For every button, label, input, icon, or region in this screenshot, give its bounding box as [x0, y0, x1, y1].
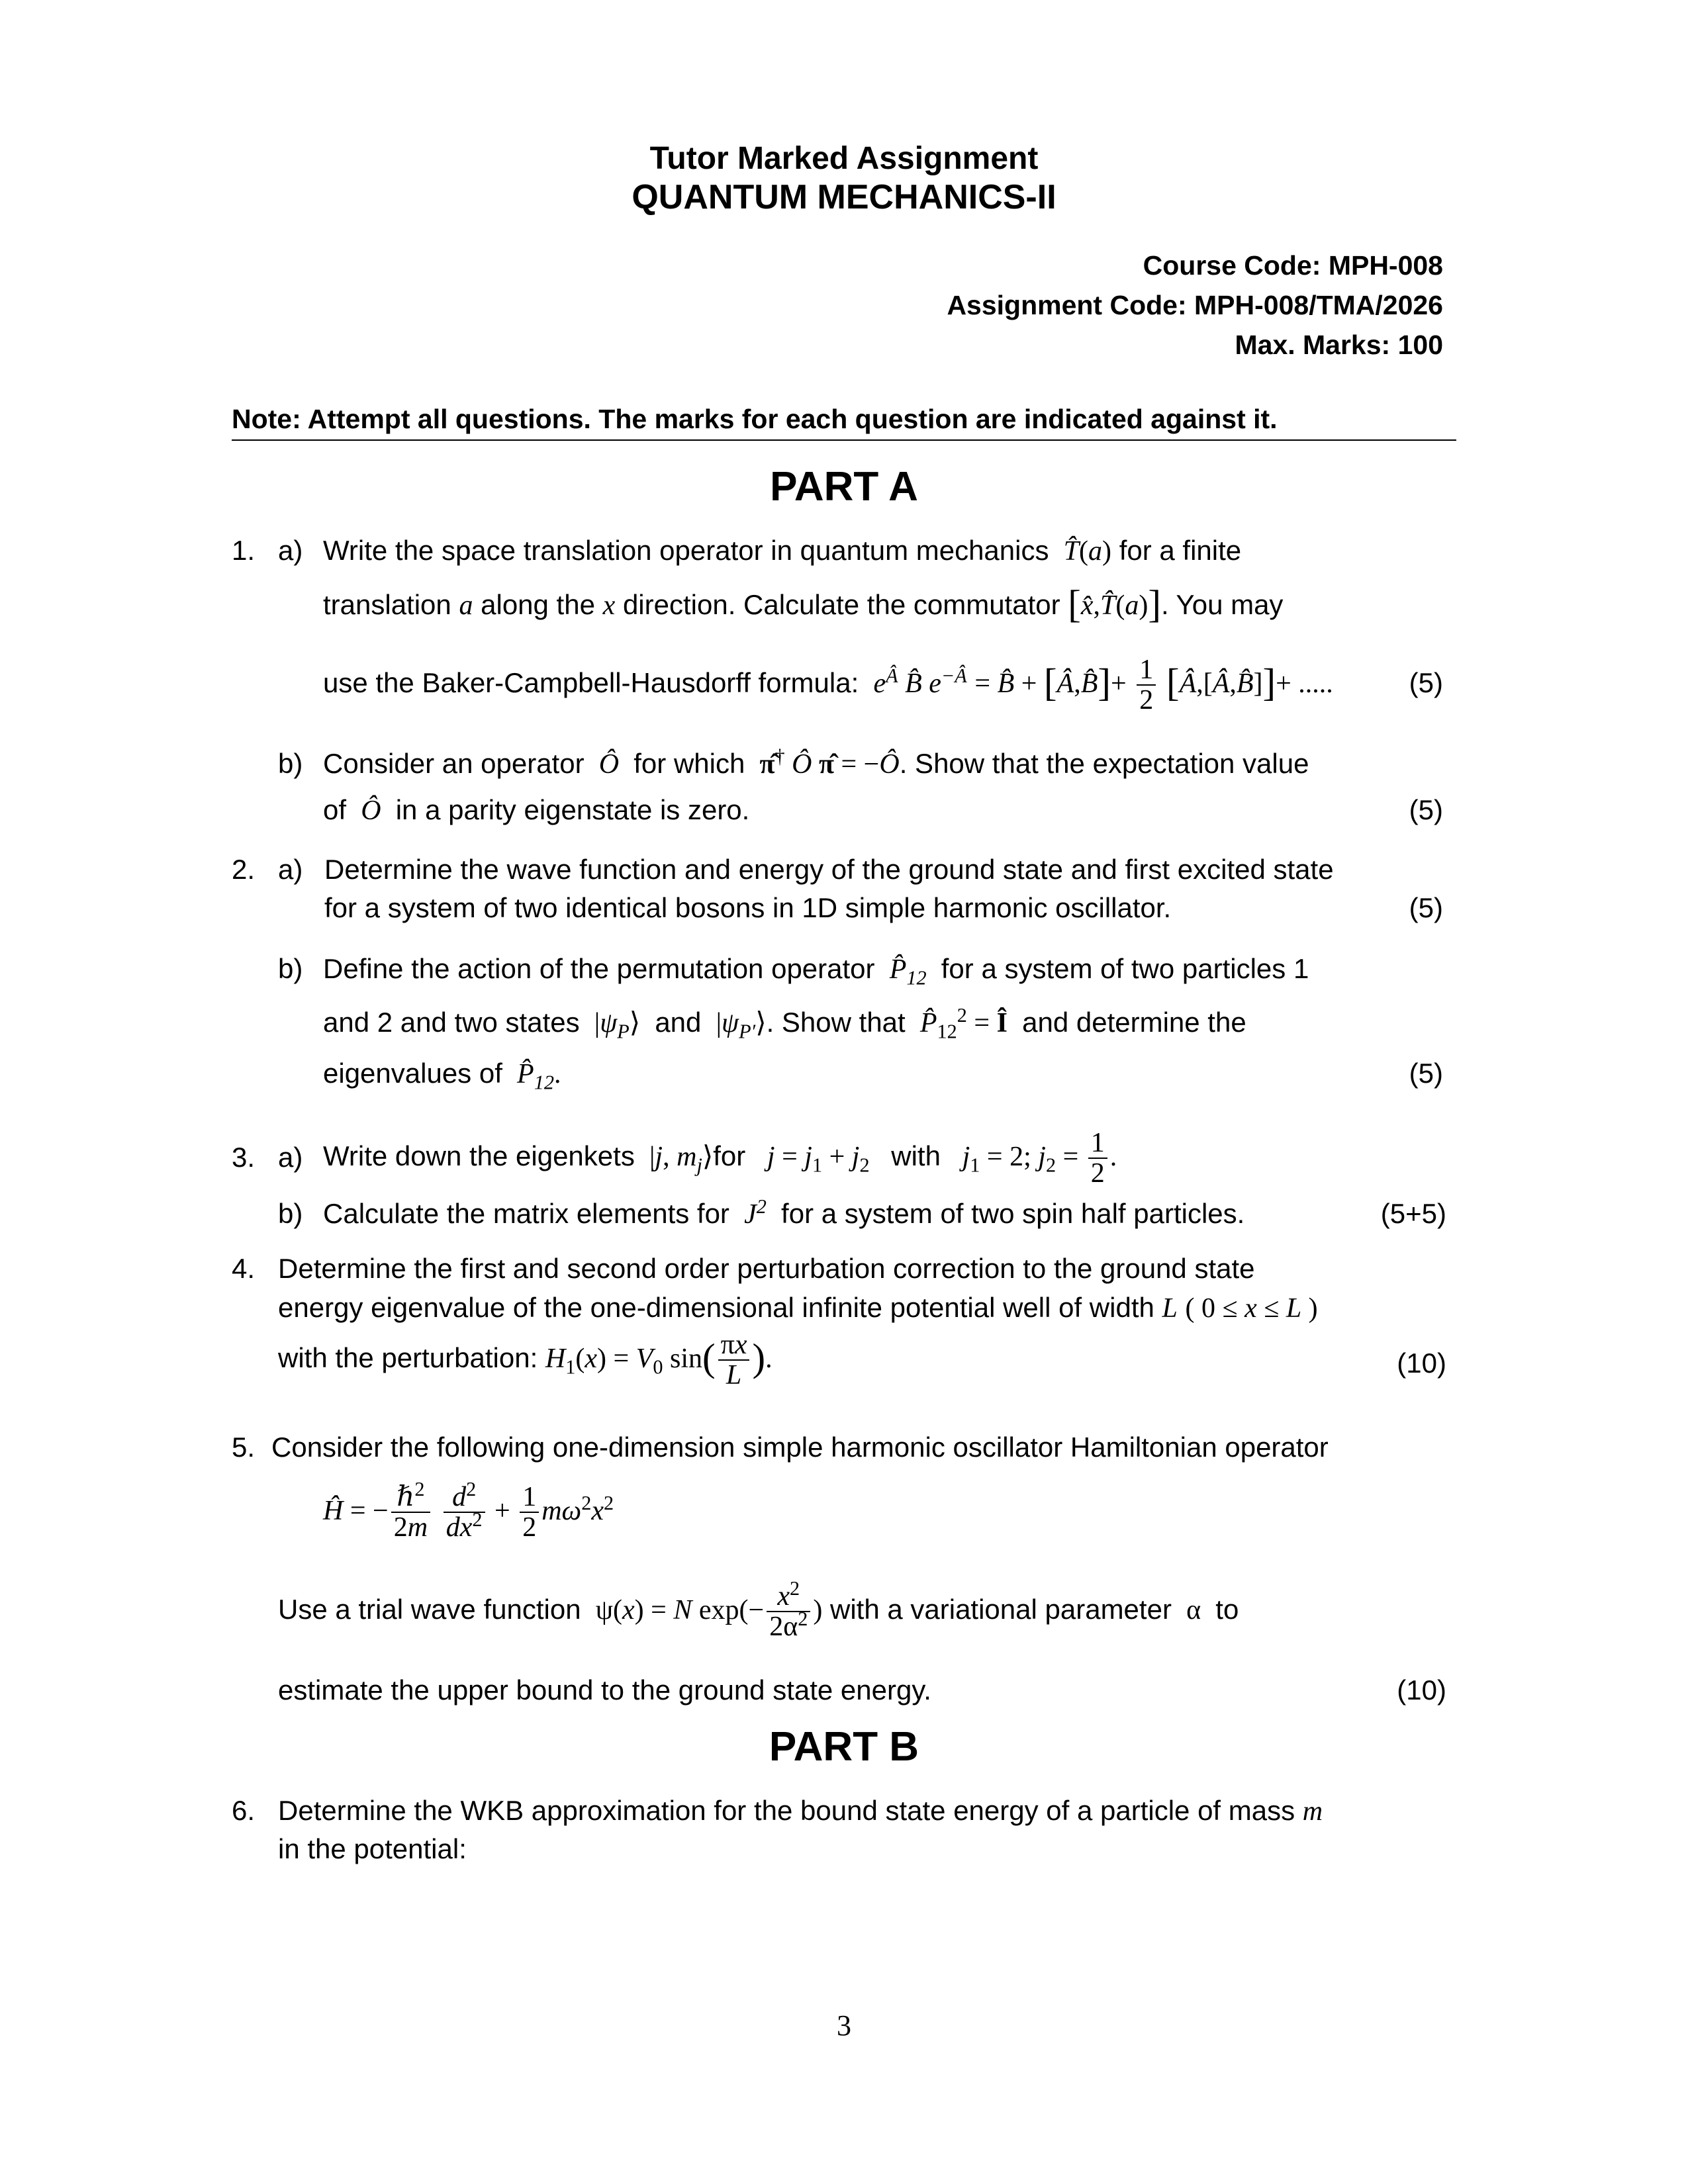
q1b-line1: Consider an operator Ô for which π̂† Ô π̂ = −Ô. Show that the expectation value [323, 745, 1309, 780]
q1a-line3: use the Baker-Campbell-Hausdorff formula: $e^{Â}$ B̂ $e^{-Â}$ = B̂ + [Â,B̂]+ $\frac{1}{2}$ [Â,[Â,B̂]]+ ..... [323, 655, 1333, 716]
part-b-heading: PART B [769, 1724, 919, 1770]
q2b-line1: Define the action of the permutation operator $P̂_{12}$ for a system of two particles 1 [323, 953, 1309, 989]
course-code: Course Code: MPH-008 [1143, 250, 1443, 281]
q1b-line2: of Ô in a parity eigenstate is zero. [323, 794, 750, 826]
q2b-line2: and 2 and two states $|\psi_P⟩$ and $|\psi_{P'}⟩$. Show that $P̂_{12}^2$ = Î and determine the [323, 1004, 1246, 1043]
q1a-line1: Write the space translation operator in quantum mechanics T̂(a) for a finite [323, 535, 1242, 567]
assignment-title: Tutor Marked Assignment [649, 141, 1039, 176]
q5-line3: estimate the upper bound to the ground state energy. [278, 1674, 931, 1706]
q5-line1: Consider the following one-dimension simple harmonic oscillator Hamiltonian operator [271, 1432, 1329, 1463]
q3-number: 3. [232, 1142, 256, 1173]
page-number: 3 [837, 2009, 851, 2042]
q5-number: 5. [232, 1432, 256, 1463]
assignment-code: Assignment Code: MPH-008/TMA/2026 [947, 290, 1443, 320]
q6-line2: in the potential: [278, 1833, 467, 1864]
q4-number: 4. [232, 1253, 256, 1284]
subject-title: QUANTUM MECHANICS-II [632, 178, 1056, 216]
header-divider [232, 439, 1456, 441]
q3-marks: (5+5) [1380, 1198, 1446, 1229]
q3a-line: Write down the eigenkets |j, $m_j⟩for$ $j = j_1 + j_2$ with $j_1 = 2$; $j_2$ = $\frac{1}{2}$ . [323, 1128, 1117, 1189]
q5-line2: Use a trial wave function ψ(x) = N exp(− $\frac{x^2}{2\alpha^2}$ ) with a variational parameter α to [278, 1577, 1239, 1643]
q1b-marks: (5) [1409, 794, 1443, 825]
q2a-label: a) [278, 854, 303, 885]
q2a-line2: for a system of two identical bosons in 1D simple harmonic oscillator. [324, 892, 1172, 923]
max-marks: Max. Marks: 100 [1235, 330, 1443, 360]
q5-hamiltonian: Ĥ = − $\frac{\hbar^2}{2m}$ $\frac{d^2}{dx^2}$ + $\frac{1}{2}$ $m\omega^2x^2$ [323, 1478, 614, 1543]
q2b-marks: (5) [1409, 1058, 1443, 1089]
q3a-label: a) [278, 1142, 303, 1173]
q3b-label: b) [278, 1198, 303, 1229]
q3b-line: Calculate the matrix elements for $J^2$ for a system of two spin half particles. [323, 1195, 1245, 1230]
q6-number: 6. [232, 1795, 256, 1826]
q2b-line3: eigenvalues of $P̂_{12}$. [323, 1058, 561, 1094]
q1-number: 1. [232, 535, 256, 566]
q1a-marks: (5) [1409, 667, 1443, 698]
q2-number: 2. [232, 854, 256, 885]
q4-line1: Determine the first and second order perturbation correction to the ground state [278, 1253, 1255, 1284]
q4-line2: energy eigenvalue of the one-dimensional infinite potential well of width L ( 0 ≤ x ≤ L ) [278, 1292, 1318, 1324]
q4-line3: with the perturbation: $H_1(x) = V_0$ sin( $\frac{\pi x}{L}$ ). [278, 1330, 773, 1391]
q1a-label: a) [278, 535, 303, 566]
q2a-marks: (5) [1409, 892, 1443, 923]
part-a-heading: PART A [770, 464, 918, 510]
q2a-line1: Determine the wave function and energy of the ground state and first excited state [324, 854, 1334, 885]
q2b-label: b) [278, 953, 303, 984]
q1a-line2: translation a along the x direction. Calculate the commutator [x̂,T̂(a)]. You may [323, 582, 1284, 626]
instructions-note: Note: Attempt all questions. The marks for each question are indicated against it. [232, 404, 1278, 434]
q5-marks: (10) [1397, 1674, 1446, 1706]
q6-line1: Determine the WKB approximation for the bound state energy of a particle of mass m [278, 1795, 1323, 1827]
q1b-label: b) [278, 748, 303, 779]
q4-marks: (10) [1397, 1347, 1446, 1379]
